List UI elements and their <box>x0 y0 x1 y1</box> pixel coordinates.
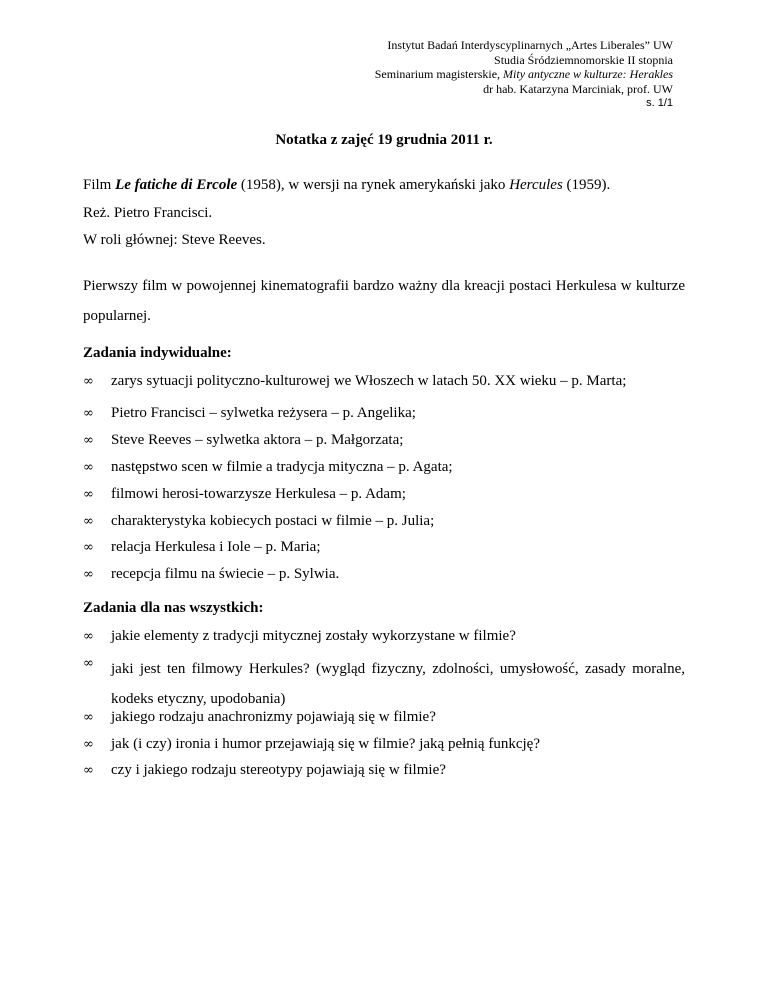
list-item <box>83 485 406 504</box>
list-item <box>83 708 436 727</box>
document-header <box>375 38 673 111</box>
list-item-text: Pietro Francisci – sylwetka reżysera – p. Angelika; <box>111 405 416 421</box>
list-item <box>83 654 685 707</box>
director-line: Reż. Pietro Francisci. <box>83 205 213 221</box>
seminar-line: Seminarium magisterskie, Mity antyczne w kulturze: Herakles <box>374 67 673 81</box>
list-item <box>83 372 627 391</box>
intro-paragraph: Pierwszy film w powojennej kinematografii bardzo ważny dla kreacji postaci Herkulesa w kulturze popularnej. <box>83 278 685 324</box>
list-item-text: następstwo scen w filmie a tradycja mityczna – p. Agata; <box>111 459 453 475</box>
list-item-text: relacja Herkulesa i Iole – p. Maria; <box>111 539 321 555</box>
page-title: Notatka z zajęć 19 grudnia 2011 r. <box>275 132 493 148</box>
infinity-bullet-icon: ∞ <box>83 487 94 502</box>
infinity-bullet-icon: ∞ <box>83 567 94 582</box>
infinity-bullet-icon: ∞ <box>83 629 94 644</box>
infinity-bullet-icon: ∞ <box>83 763 94 778</box>
list-item-text: filmowi herosi-towarzysze Herkulesa – p. Adam; <box>111 486 406 502</box>
lecturer-line: dr hab. Katarzyna Marciniak, prof. UW <box>483 81 673 96</box>
infinity-bullet-icon: ∞ <box>83 406 94 421</box>
list-item-text: Steve Reeves – sylwetka aktora – p. Małgorzata; <box>111 432 404 448</box>
list-item <box>83 404 416 423</box>
list-item <box>83 458 453 477</box>
infinity-bullet-icon: ∞ <box>83 433 94 448</box>
list-item <box>83 735 540 754</box>
list-item <box>83 431 404 450</box>
list-item-text: recepcja filmu na świecie – p. Sylwia. <box>111 566 340 582</box>
infinity-bullet-icon: ∞ <box>83 514 94 529</box>
individual-tasks-heading: Zadania indywidualne: <box>83 345 232 361</box>
infinity-bullet-icon: ∞ <box>83 710 94 725</box>
film-line: Film Le fatiche di Ercole (1958), w wersji na rynek amerykański jako Hercules (1959). <box>83 177 611 193</box>
list-item-text: czy i jakiego rodzaju stereotypy pojawiają się w filmie? <box>111 762 446 778</box>
list-item-text: charakterystyka kobiecych postaci w filmie – p. Julia; <box>111 513 435 529</box>
film-title-original: Le fatiche di Ercole <box>115 177 238 193</box>
page-number: s. 1/1 <box>646 97 673 109</box>
program-line: Studia Śródziemnomorskie II stopnia <box>494 52 673 67</box>
list-item <box>83 512 435 531</box>
seminar-title: Mity antyczne w kulturze: Herakles <box>503 67 673 81</box>
infinity-bullet-icon: ∞ <box>83 460 94 475</box>
group-tasks-heading: Zadania dla nas wszystkich: <box>83 600 264 616</box>
lead-actor-line: W roli głównej: Steve Reeves. <box>83 232 266 248</box>
list-item <box>83 565 340 584</box>
list-item-text: jakie elementy z tradycji mitycznej zostały wykorzystane w filmie? <box>111 628 516 644</box>
list-item <box>83 627 516 646</box>
infinity-bullet-icon: ∞ <box>83 656 94 671</box>
list-item-text: zarys sytuacji polityczno-kulturowej we Włoszech w latach 50. XX wieku – p. Marta; <box>111 373 627 389</box>
institute-line: Instytut Badań Interdyscyplinarnych „Artes Liberales” UW <box>387 38 673 52</box>
infinity-bullet-icon: ∞ <box>83 737 94 752</box>
list-item-text: jakiego rodzaju anachronizmy pojawiają się w filmie? <box>111 709 436 725</box>
list-item-text: jak (i czy) ironia i humor przejawiają się w filmie? jaką pełnią funkcję? <box>111 736 540 752</box>
film-title-us: Hercules <box>509 177 563 193</box>
infinity-bullet-icon: ∞ <box>83 540 94 555</box>
list-item <box>83 538 321 557</box>
list-item <box>83 761 446 780</box>
list-item-text: jaki jest ten filmowy Herkules? (wygląd fizyczny, zdolności, umysłowość, zasady moralne, kodeks etyczny, upodobania) <box>111 661 685 707</box>
infinity-bullet-icon: ∞ <box>83 374 94 389</box>
